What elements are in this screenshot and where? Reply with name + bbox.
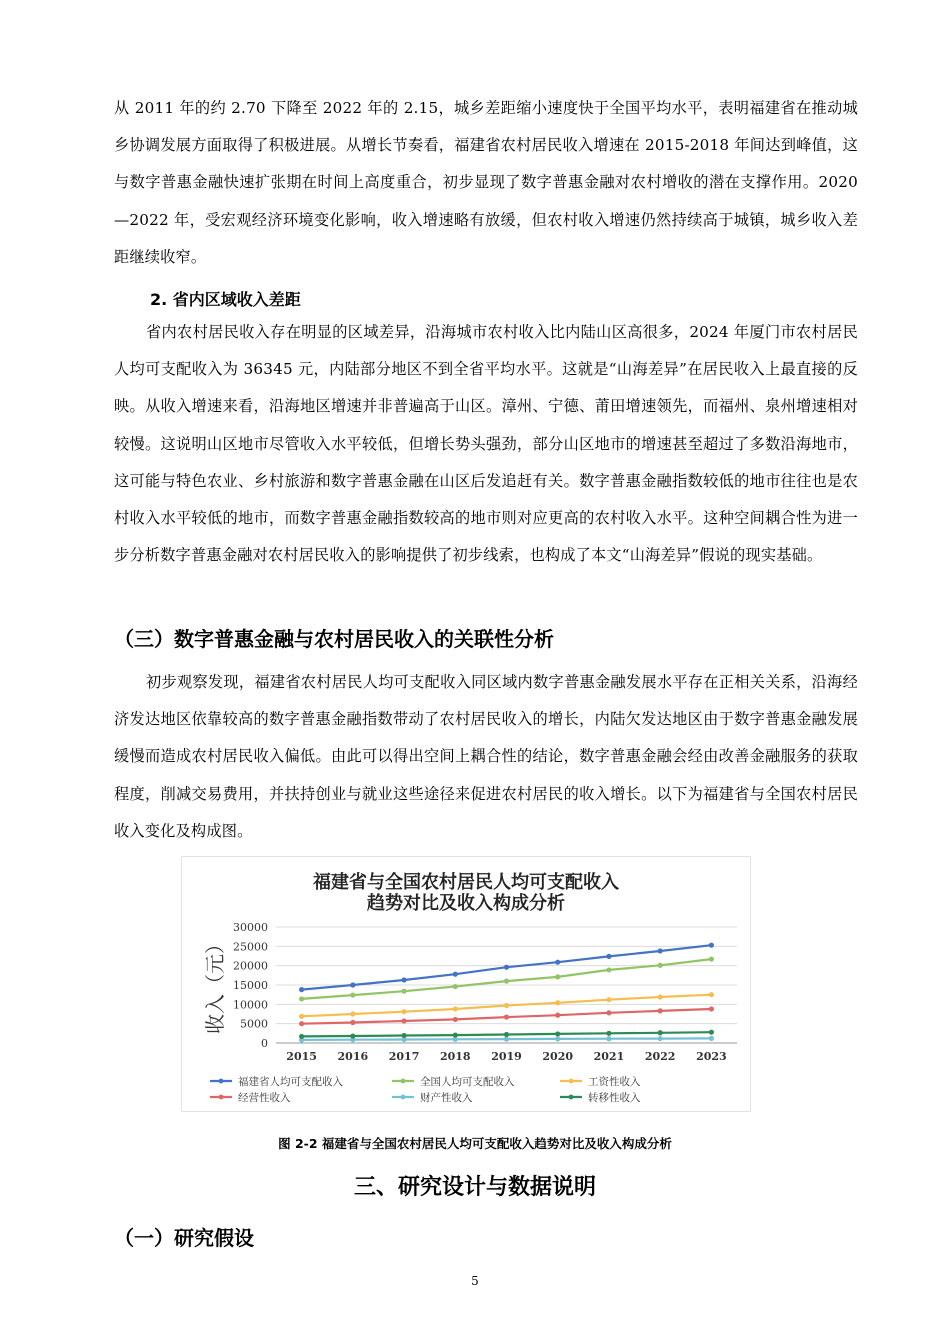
page-number: 5	[471, 1274, 479, 1288]
series-point-3	[658, 994, 663, 999]
series-point-2	[453, 984, 458, 989]
series-point-1	[658, 948, 663, 953]
series-point-1	[709, 943, 714, 948]
legend-marker-1	[219, 1079, 224, 1084]
series-point-4	[658, 1008, 663, 1013]
figure-caption: 图 2-2 福建省与全国农村居民人均可支配收入趋势对比及收入构成分析	[278, 1136, 672, 1151]
series-point-6	[658, 1030, 663, 1035]
legend-marker-3	[569, 1079, 574, 1084]
chapter-heading: 三、研究设计与数据说明	[353, 1175, 596, 1200]
series-point-5	[658, 1036, 663, 1041]
series-point-3	[350, 1011, 355, 1016]
chart-y-tick-label: 15000	[233, 979, 268, 992]
series-point-1	[504, 965, 509, 970]
section-heading-correlation: （三）数字普惠金融与农村居民收入的关联性分析	[114, 627, 554, 651]
series-point-6	[453, 1032, 458, 1037]
chart-y-tick-label: 0	[261, 1037, 268, 1050]
income-chart-figure	[181, 856, 751, 1112]
chart-x-tick-label: 2018	[439, 1050, 471, 1063]
series-point-4	[709, 1006, 714, 1011]
series-point-5	[504, 1037, 509, 1042]
legend-marker-2	[401, 1079, 406, 1084]
chart-y-tick-label: 25000	[233, 940, 268, 954]
series-point-3	[606, 997, 611, 1002]
chart-title-line2: 趋势对比及收入构成分析	[367, 893, 565, 914]
series-point-6	[709, 1030, 714, 1035]
series-point-4	[453, 1017, 458, 1022]
series-point-5	[555, 1036, 560, 1041]
chart-y-tick-label: 5000	[240, 1017, 268, 1031]
series-point-4	[299, 1021, 304, 1026]
chart-y-tick-label: 20000	[233, 959, 268, 973]
series-point-4	[504, 1014, 509, 1019]
series-point-2	[504, 979, 509, 984]
series-point-3	[709, 992, 714, 997]
series-point-1	[350, 982, 355, 987]
paragraph-correlation: 初步观察发现，福建省农村居民人均可支配收入同区域内数字普惠金融发展水平存在正相关关系，沿海经济发达地区依靠较高的数字普惠金融指数带动了农村居民收入的增长，内陆欠发达地区由于数字普惠金融发展缓慢而造成农村居民收入偏低。由此可以得出空间上耦合性的结论，数字普惠金融会经由改善金融服务的获取程度，削减交易费用，并扶持创业与就业这些途径来促进农村居民的收入增长。以下为福建省与全国农村居民收入变化及构成图。	[114, 673, 858, 840]
series-point-2	[606, 967, 611, 972]
legend-label-5: 财产性收入	[420, 1092, 473, 1104]
series-point-2	[299, 996, 304, 1001]
series-point-2	[658, 963, 663, 968]
chart-x-tick-label: 2023	[696, 1050, 727, 1063]
legend-label-3: 工资性收入	[588, 1076, 641, 1088]
chart-x-tick-label: 2015	[286, 1050, 317, 1063]
series-point-2	[555, 974, 560, 979]
series-point-3	[401, 1009, 406, 1014]
chart-x-tick-label: 2017	[388, 1050, 420, 1063]
legend-marker-4	[219, 1095, 224, 1100]
series-point-6	[401, 1033, 406, 1038]
legend-label-6: 转移性收入	[588, 1092, 641, 1104]
chart-x-tick-label: 2020	[542, 1050, 574, 1063]
section-heading-hypothesis: （一）研究假设	[114, 1226, 254, 1250]
series-point-3	[299, 1014, 304, 1019]
paragraph-regional-gap: 省内农村居民收入存在明显的区域差异，沿海城市农村收入比内陆山区高很多，2024 年厦门市农村居民人均可支配收入为 36345 元，内陆部分地区不到全省平均水平。这就是“山海差异”在居民收入上最直接的反映。从收入增速来看，沿海地区增速并非普遍高于山区。漳州、宁德、莆田增速领先，而福州、泉州增速相对较慢。这说明山区地市尽管收入水平较低，但增长势头强劲，部分山区地市的增速甚至超过了多数沿海地市，这可能与特色农业、乡村旅游和数字普惠金融在山区后发追赶有关。数字普惠金融指数较低的地市往往也是农村收入水平较低的地市，而数字普惠金融指数较高的地市则对应更高的农村收入水平。这种空间耦合性为进一步分析数字普惠金融对农村居民收入的影响提供了初步线索，也构成了本文“山海差异”假说的现实基础。	[114, 323, 858, 565]
series-point-1	[453, 972, 458, 977]
series-point-3	[555, 1000, 560, 1005]
chart-x-tick-label: 2016	[337, 1050, 369, 1063]
series-point-3	[504, 1003, 509, 1008]
series-point-6	[504, 1032, 509, 1037]
legend-marker-6	[569, 1095, 574, 1100]
series-point-6	[555, 1031, 560, 1036]
series-point-4	[350, 1020, 355, 1025]
legend-label-1: 福建省人均可支配收入	[238, 1076, 343, 1088]
chart-title-line1: 福建省与全国农村居民人均可支配收入	[313, 872, 619, 893]
series-point-6	[606, 1031, 611, 1036]
series-point-1	[555, 960, 560, 965]
series-point-1	[606, 954, 611, 959]
series-point-2	[350, 992, 355, 997]
chart-y-axis-label: 收入（元）	[203, 934, 227, 1034]
chart-x-tick-label: 2021	[593, 1050, 625, 1063]
series-point-2	[709, 956, 714, 961]
chart-x-tick-label: 2022	[644, 1050, 676, 1063]
chart-y-tick-label: 30000	[233, 921, 268, 934]
series-point-5	[709, 1036, 714, 1041]
paragraph-urban-rural-gap: 从 2011 年的约 2.70 下降至 2022 年的 2.15，城乡差距缩小速度快于全国平均水平，表明福建省在推动城乡协调发展方面取得了积极进展。从增长节奏看，福建省农村居民收入增速在 2015-2018 年间达到峰值，这与数字普惠金融快速扩张期在时间上高度重合，初步显现了数字普惠金融对农村增收的潜在支撑作用。2020—2022 年，受宏观经济环境变化影响，收入增速略有放缓，但农村收入增速仍然持续高于城镇，城乡收入差距继续收窄。	[114, 99, 858, 266]
series-point-6	[299, 1034, 304, 1039]
series-point-4	[555, 1013, 560, 1018]
series-point-5	[606, 1036, 611, 1041]
income-line-chart	[182, 857, 750, 1111]
legend-label-4: 经营性收入	[238, 1092, 291, 1104]
series-point-2	[401, 989, 406, 994]
series-point-6	[350, 1033, 355, 1038]
series-point-1	[401, 977, 406, 982]
series-point-4	[401, 1018, 406, 1023]
legend-marker-5	[401, 1095, 406, 1100]
chart-x-tick-label: 2019	[491, 1050, 522, 1063]
legend-label-2: 全国人均可支配收入	[420, 1076, 515, 1088]
series-point-3	[453, 1006, 458, 1011]
series-point-1	[299, 987, 304, 992]
chart-y-tick-label: 10000	[233, 998, 268, 1012]
series-point-4	[606, 1010, 611, 1015]
subheading-regional-gap: 2. 省内区域收入差距	[150, 290, 301, 309]
